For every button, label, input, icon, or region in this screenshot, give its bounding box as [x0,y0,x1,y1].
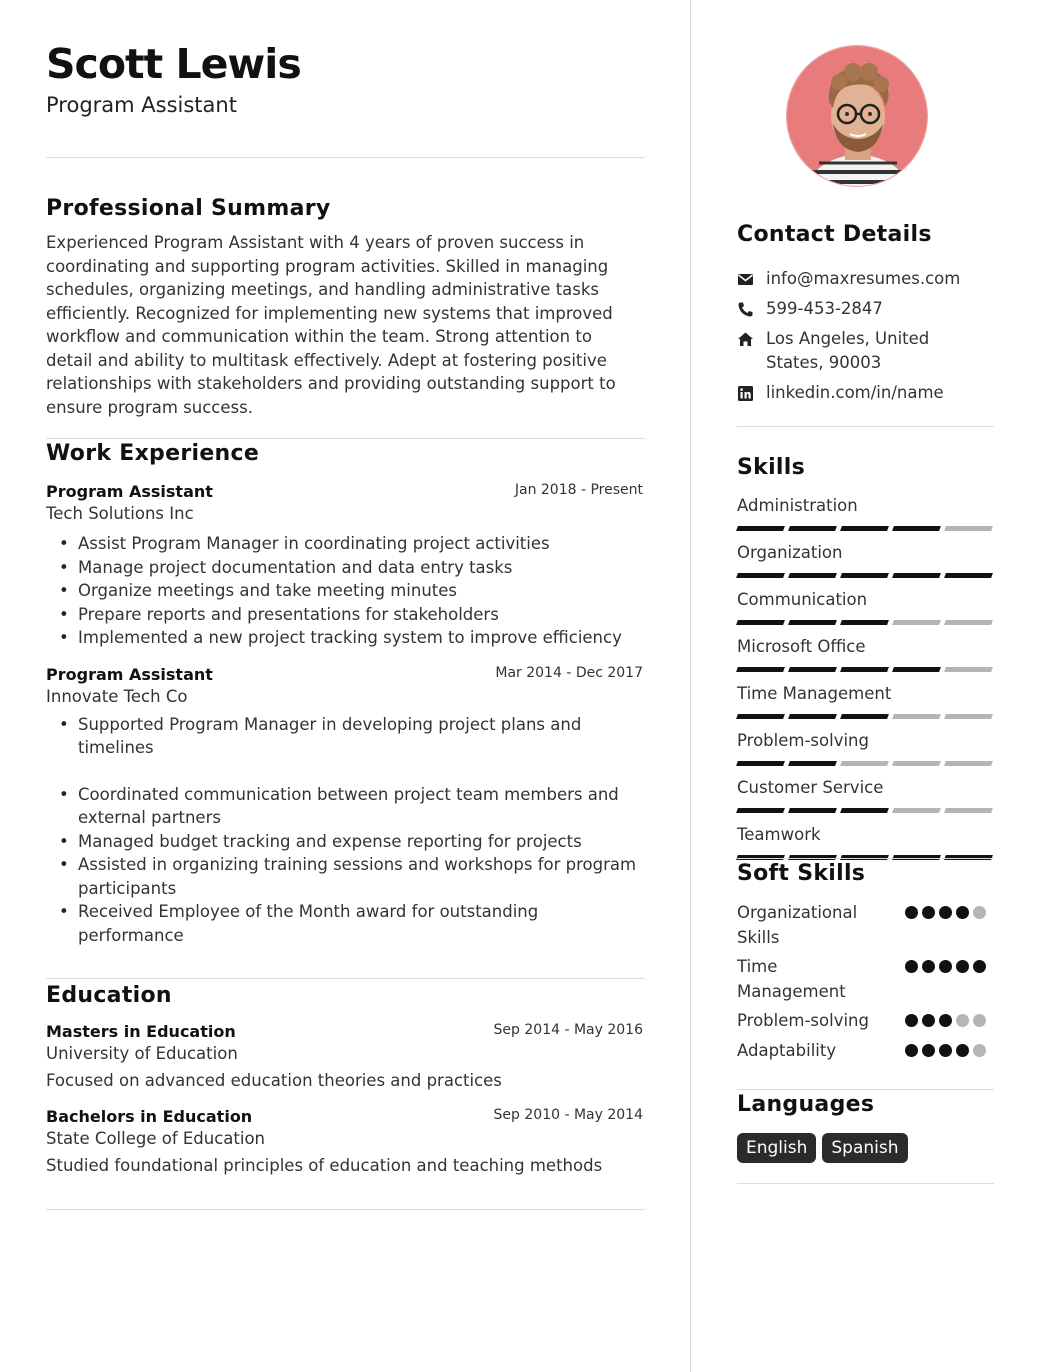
candidate-name: Scott Lewis [46,40,301,88]
skill-item [737,683,994,719]
skill-segment-empty [944,714,993,719]
rating-dot-empty [956,1014,969,1027]
skill-segment-filled [788,808,837,813]
divider [737,1183,994,1184]
job-dates: Jan 2018 - Present [514,482,643,499]
rating-dot-empty [973,1044,986,1057]
soft-skill-name: Adaptability [737,1040,837,1060]
rating-dot-filled [939,960,952,973]
list-item: • Organize meetings and take meeting minutes [46,579,645,603]
main-column [46,40,645,1210]
education-desc: Focused on advanced education theories and practices [46,1071,502,1091]
rating-dot-filled [939,906,952,919]
contact-list [737,267,994,405]
skill-level-bar [737,620,994,625]
soft-skills-list [737,901,994,1068]
envelope-icon [737,271,754,288]
skill-segment-filled [736,714,785,719]
skill-segment-filled [788,526,837,531]
divider [737,426,994,427]
skills-list [737,495,994,871]
rating-dot-filled [922,1014,935,1027]
skill-level-bar [737,761,994,766]
linkedin-icon [737,385,754,402]
skill-name: Teamwork [737,825,821,844]
skill-segment-filled [736,761,785,766]
rating-dot-filled [922,960,935,973]
soft-skill-rating [905,1014,986,1027]
skill-segment-filled [840,573,889,578]
rating-dot-filled [905,960,918,973]
rating-dot-filled [939,1014,952,1027]
job-company: Tech Solutions Inc [46,504,194,524]
skill-item [737,730,994,766]
skill-item [737,495,994,531]
rating-dot-filled [939,1044,952,1057]
soft-skill-rating [905,906,986,919]
summary-heading: Professional Summary [46,196,331,222]
email-text[interactable]: info@maxresumes.com [766,269,961,288]
skill-item [737,542,994,578]
skill-segment-empty [892,714,941,719]
language-badge: English [737,1133,816,1163]
skill-level-bar [737,714,994,719]
education-dates: Sep 2010 - May 2014 [493,1106,643,1123]
rating-dot-filled [905,1044,918,1057]
contact-heading: Contact Details [737,222,932,247]
soft-skill-name: Organizational Skills [737,903,858,947]
soft-skill-name: Problem-solving [737,1011,869,1030]
skill-segment-filled [736,808,785,813]
skill-segment-empty [892,808,941,813]
skill-segment-filled [892,667,941,672]
skill-segment-filled [736,620,785,625]
skill-segment-filled [840,714,889,719]
phone-icon [737,301,754,318]
skill-segment-filled [788,573,837,578]
divider [46,157,645,158]
skill-item [737,636,994,672]
rating-dot-empty [973,906,986,919]
skill-name: Problem-solving [737,731,869,750]
soft-skill-item [737,955,994,1004]
skill-segment-filled [736,667,785,672]
list-item: • Manage project documentation and data entry tasks [46,556,645,580]
summary-text: Experienced Program Assistant with 4 years of proven success in coordinating and supporting program activities. Skilled in managing schedules, organizing meetings, and handling administrative tasks efficiently. Recognized for implementing new systems that improved workflow and communication within the team. Strong attention to detail and ability to multitask effectively. Adept at fostering positive relationships with stakeholders and providing outstanding support to ensure program success. [46,233,616,417]
job-dates: Mar 2014 - Dec 2017 [495,664,643,681]
skill-level-bar [737,573,994,578]
skill-segment-filled [840,620,889,625]
skill-level-bar [737,808,994,813]
soft-skill-item [737,901,994,950]
soft-skill-name: Time Management [737,957,846,1001]
degree: Masters in Education [46,1022,236,1042]
school: State College of Education [46,1128,266,1148]
skill-segment-filled [840,808,889,813]
linkedin-text[interactable]: linkedin.com/in/name [766,383,944,402]
rating-dot-filled [956,960,969,973]
skill-segment-filled [788,714,837,719]
skill-segment-filled [892,526,941,531]
list-item: • Received Employee of the Month award for outstanding performance [46,900,645,947]
list-item: • Assist Program Manager in coordinating project activities [46,532,645,556]
rating-dot-filled [922,1044,935,1057]
list-item: • Coordinated communication between project team members and external partners [46,783,645,830]
skill-name: Administration [737,496,858,515]
skill-segment-filled [788,620,837,625]
divider [46,1209,645,1210]
skill-segment-empty [944,808,993,813]
soft-skill-rating [905,1044,986,1057]
experience-heading: Work Experience [46,441,260,467]
skill-level-bar [737,526,994,531]
skill-name: Customer Service [737,778,884,797]
contact-email [737,267,994,291]
skill-segment-filled [892,573,941,578]
skill-segment-empty [944,667,993,672]
skill-name: Microsoft Office [737,637,866,656]
contact-linkedin [737,381,994,405]
divider [46,978,645,979]
skill-segment-empty [944,761,993,766]
list-item: • Supported Program Manager in developing project plans and timelines [46,713,645,760]
skill-segment-empty [892,761,941,766]
list-item: • Implemented a new project tracking system to improve efficiency [46,626,645,650]
contact-address [737,327,994,375]
skill-level-bar [737,667,994,672]
job-bullets [46,713,645,948]
skills-heading: Skills [737,455,805,480]
rating-dot-filled [956,1044,969,1057]
skill-segment-empty [944,620,993,625]
education-entry [46,1022,645,1093]
skill-segment-filled [788,667,837,672]
job-entry [46,665,645,948]
job-company: Innovate Tech Co [46,686,188,706]
rating-dot-filled [922,906,935,919]
language-badge: Spanish [822,1133,907,1163]
avatar [786,45,928,187]
job-title: Program Assistant [46,482,213,502]
rating-dot-filled [905,1014,918,1027]
list-item: • Managed budget tracking and expense reporting for projects [46,830,645,854]
degree: Bachelors in Education [46,1106,253,1126]
job-entry [46,482,645,650]
languages-list [737,1133,908,1163]
education-desc: Studied foundational principles of education and teaching methods [46,1155,603,1175]
skill-segment-filled [840,526,889,531]
skill-segment-filled [736,526,785,531]
candidate-title: Program Assistant [46,93,237,118]
school: University of Education [46,1044,238,1064]
skill-segment-filled [788,761,837,766]
soft-skill-item [737,1039,994,1064]
phone-text: 599-453-2847 [766,299,883,318]
soft-skills-heading: Soft Skills [737,861,866,886]
rating-dot-filled [973,960,986,973]
rating-dot-filled [905,906,918,919]
skill-name: Time Management [737,684,892,703]
skill-segment-filled [736,573,785,578]
contact-phone [737,297,994,321]
education-entry [46,1107,645,1178]
education-heading: Education [46,983,172,1009]
soft-skill-item [737,1009,994,1034]
skill-item [737,824,994,860]
skill-segment-empty [944,526,993,531]
rating-dot-filled [956,906,969,919]
job-title: Program Assistant [46,664,213,684]
address-text: Los Angeles, United States, 90003 [766,329,930,372]
languages-heading: Languages [737,1092,875,1117]
home-icon [737,331,754,348]
skill-item [737,589,994,625]
list-item: • Prepare reports and presentations for stakeholders [46,603,645,627]
skill-name: Communication [737,590,868,609]
list-item: • Assisted in organizing training sessions and workshops for program participants [46,853,645,900]
education-dates: Sep 2014 - May 2016 [493,1022,643,1039]
job-bullets [46,532,645,650]
skill-segment-filled [840,667,889,672]
skill-name: Organization [737,543,843,562]
rating-dot-empty [973,1014,986,1027]
column-divider [690,0,691,1372]
skill-segment-empty [840,761,889,766]
soft-skill-rating [905,960,986,973]
skill-segment-filled [944,573,993,578]
skill-item [737,777,994,813]
skill-segment-empty [892,620,941,625]
profile-photo [787,46,928,187]
